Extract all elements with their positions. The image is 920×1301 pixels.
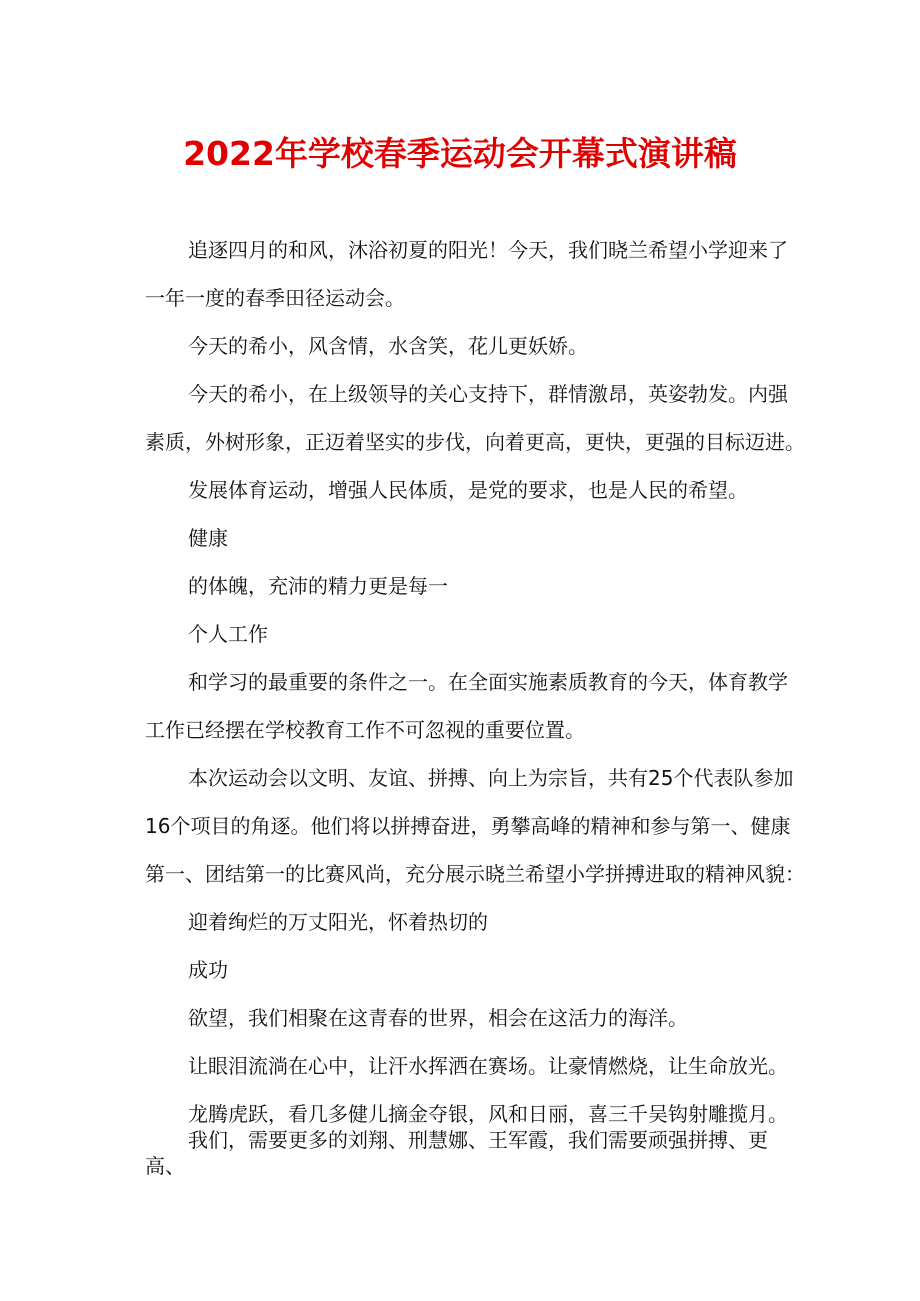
paragraph: 本次运动会以文明、友谊、拼搏、向上为宗旨，共有25个代表队参加16个项目的角逐。他们将以拼搏奋进，勇攀高峰的精神和参与第一、健康第一、团结第一的比赛风尚，充分展示晓兰希望小学拼搏进取的精神风貌： — [145, 766, 805, 886]
paragraph: 和学习的最重要的条件之一。在全面实施素质教育的今天，体育教学工作已经摆在学校教育工作不可忽视的重要位置。 — [145, 670, 788, 742]
paragraph: 让眼泪流淌在心中，让汗水挥洒在赛场。让豪情燃烧，让生命放光。 — [188, 1054, 788, 1078]
paragraph: 个人工作 — [188, 622, 268, 646]
paragraph: 发展体育运动，增强人民体质，是党的要求，也是人民的希望。 — [188, 478, 748, 502]
paragraph: 迎着绚烂的万丈阳光，怀着热切的 — [188, 910, 488, 934]
paragraph: 健康 — [188, 526, 228, 550]
paragraph: 今天的希小，在上级领导的关心支持下，群情激昂，英姿勃发。内强素质，外树形象，正迈着坚实的步伐，向着更高，更快，更强的目标迈进。 — [145, 382, 805, 454]
paragraph: 成功 — [188, 958, 228, 982]
paragraph: 龙腾虎跃，看几多健儿摘金夺银，风和日丽，喜三千吴钩射雕揽月。 — [188, 1102, 788, 1126]
paragraph: 的体魄，充沛的精力更是每一 — [188, 574, 448, 598]
paragraph: 我们，需要更多的刘翔、刑慧娜、王军霞，我们需要顽强拼搏、更高、 — [145, 1128, 768, 1178]
paragraph: 欲望，我们相聚在这青春的世界，相会在这活力的海洋。 — [188, 1006, 688, 1030]
paragraph: 追逐四月的和风，沐浴初夏的阳光！今天，我们晓兰希望小学迎来了一年一度的春季田径运动会。 — [145, 238, 788, 310]
paragraph: 今天的希小，风含情，水含笑，花儿更妖娇。 — [188, 334, 588, 358]
document-title: 2022年学校春季运动会开幕式演讲稿 — [183, 134, 737, 173]
